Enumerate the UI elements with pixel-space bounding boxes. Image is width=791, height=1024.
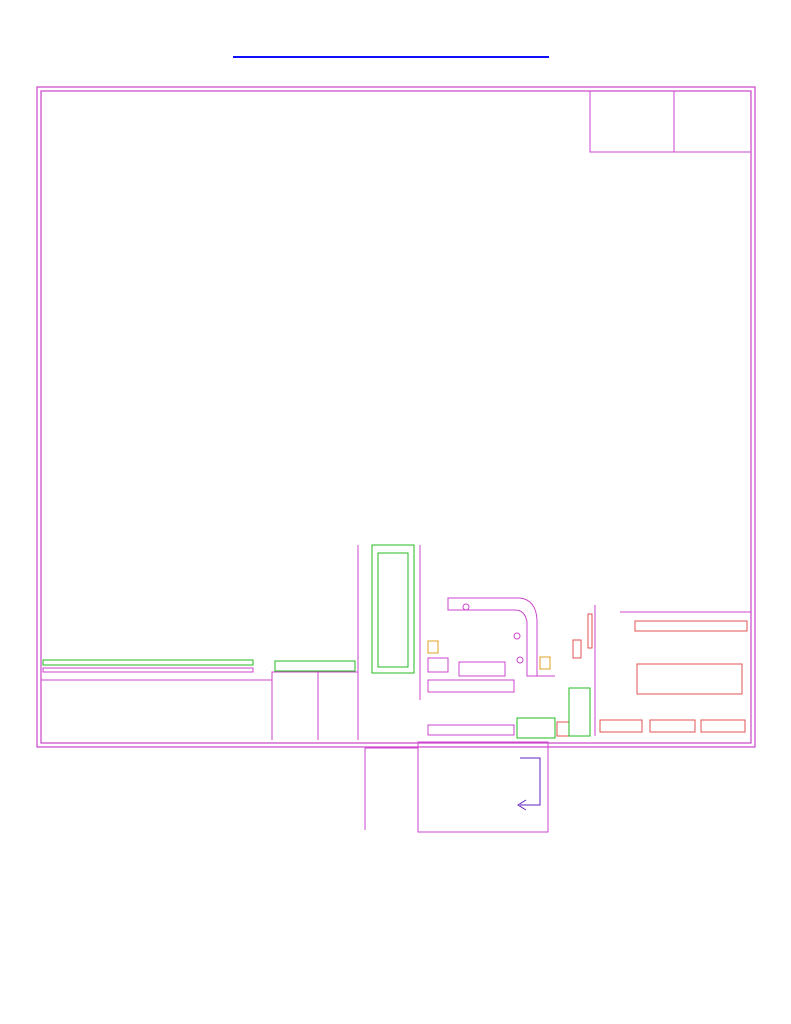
circulation-counter (448, 598, 537, 676)
counter-items (428, 605, 595, 738)
opac (358, 545, 420, 740)
staircase (365, 742, 548, 832)
staff-room (41, 672, 358, 740)
outer-walls (37, 87, 755, 747)
periodical-section (43, 660, 355, 672)
librarian-rooms (590, 91, 751, 152)
bosch-corner (600, 612, 751, 732)
